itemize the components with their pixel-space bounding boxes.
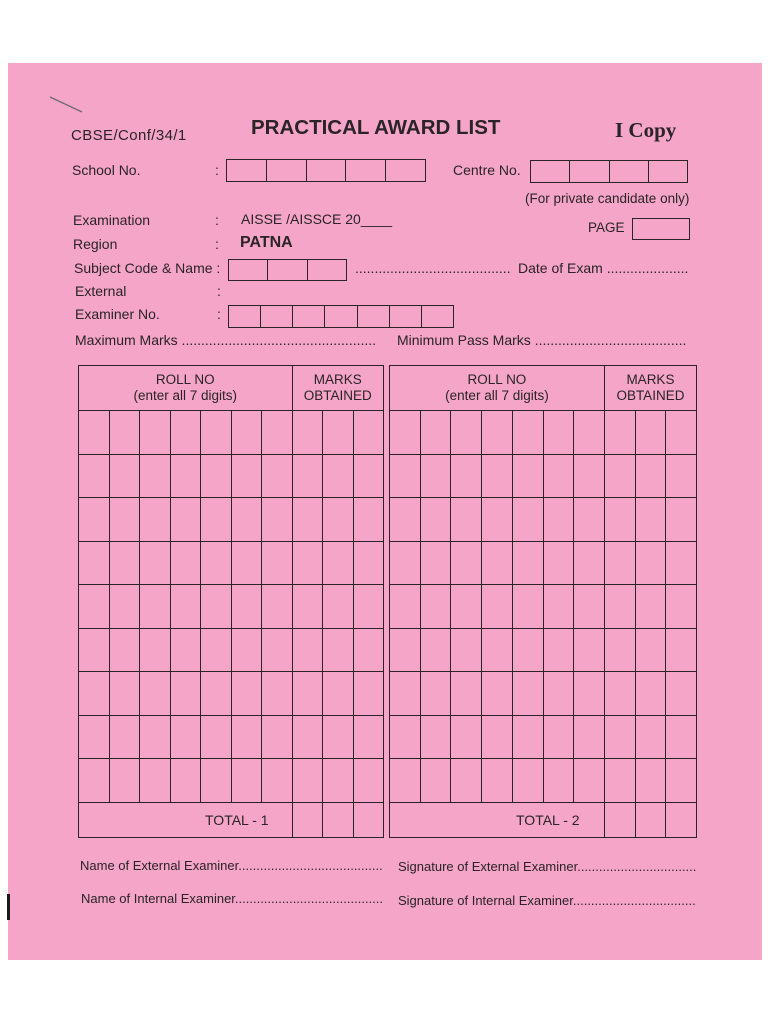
roll-no-digit-box [421,411,452,455]
roll-no-digit-box [390,585,421,629]
roll-no-digit-box [171,716,202,760]
school-no-digit-box [385,160,425,181]
roll-no-digit-box [79,455,110,499]
external-label: External [75,283,127,299]
roll-no-digit-box [390,411,421,455]
roll-no-digit-box [421,542,452,586]
school-no-label: School No. [72,162,141,178]
roll-no-digit-box [574,411,605,455]
roll-no-digit-box [513,716,544,760]
marks-digit-box [666,672,697,716]
roll-no-digit-box [110,759,141,803]
marks-digit-box [605,672,636,716]
roll-no-digit-box [110,672,141,716]
colon-separator: : [217,283,221,299]
roll-no-digit-box [482,411,513,455]
marks-digit-box [636,542,667,586]
roll-no-digit-box [451,629,482,673]
roll-no-digit-box [544,716,575,760]
maximum-marks-field: Maximum Marks .................................................. [75,332,377,348]
roll-no-digit-box [574,629,605,673]
marks-digit-box [605,498,636,542]
roll-no-digit-box [201,542,232,586]
marks-digit-box [323,629,354,673]
roll-no-digit-box [451,716,482,760]
roll-no-digit-box [201,716,232,760]
centre-no-digit-box [569,161,608,182]
roll-no-digit-box [262,542,293,586]
marks-digit-box [636,629,667,673]
roll-no-digit-box [482,672,513,716]
centre-no-note: (For private candidate only) [525,191,690,206]
marks-digit-box [666,629,697,673]
roll-no-digit-box [232,759,263,803]
marks-digit-box [293,585,324,629]
roll-no-digit-box [574,672,605,716]
total-marks-box [293,803,324,838]
internal-examiner-signature-line: Signature of Internal Examiner.................................. [398,893,696,908]
total-marks-box [354,803,385,838]
roll-no-digit-box [544,585,575,629]
roll-no-digit-box [421,716,452,760]
roll-no-digit-box [201,455,232,499]
roll-no-digit-box [544,672,575,716]
roll-no-digit-box [79,585,110,629]
marks-digit-box [605,716,636,760]
form-code: CBSE/Conf/34/1 [71,127,187,144]
roll-no-heading: ROLL NO [155,372,215,387]
roll-no-digit-box [262,716,293,760]
marks-digit-box [636,759,667,803]
marks-obtained-header [605,366,697,411]
roll-no-digit-box [421,585,452,629]
marks-digit-box [323,411,354,455]
roll-no-digit-box [79,716,110,760]
roll-no-digit-box [232,455,263,499]
roll-no-digit-box [451,455,482,499]
roll-no-digit-box [201,672,232,716]
roll-no-digit-box [171,411,202,455]
school-no-boxes [226,159,426,182]
marks-digit-box [636,411,667,455]
marks-digit-box [293,542,324,586]
roll-no-digit-box [513,759,544,803]
marks-digit-box [666,759,697,803]
examiner-no-label: Examiner No. [75,306,160,322]
roll-no-digit-box [482,542,513,586]
roll-no-digit-box [232,411,263,455]
roll-no-digit-box [232,716,263,760]
roll-no-instruction: (enter all 7 digits) [445,388,549,403]
centre-no-label: Centre No. [453,162,521,178]
centre-no-digit-box [609,161,648,182]
colon-separator: : [215,236,219,252]
obtained-heading: OBTAINED [616,388,685,403]
minimum-pass-marks-field: Minimum Pass Marks ....................................... [397,332,687,348]
obtained-heading: OBTAINED [303,388,372,403]
internal-examiner-name-line: Name of Internal Examiner......................................... [81,891,383,906]
marks-digit-box [636,672,667,716]
marks-digit-box [323,455,354,499]
examiner-no-digit-box [292,306,324,327]
subject-code-digit-box [229,260,267,280]
roll-no-digit-box [574,455,605,499]
roll-no-digit-box [140,542,171,586]
roll-no-digit-box [262,498,293,542]
marks-digit-box [605,542,636,586]
roll-no-instruction: (enter all 7 digits) [133,388,238,403]
roll-no-digit-box [79,411,110,455]
examination-value: AISSE /AISSCE 20____ [241,211,392,227]
total-label: TOTAL - 1 [205,812,269,828]
roll-no-digit-box [79,542,110,586]
roll-no-digit-box [544,629,575,673]
marks-digit-box [293,672,324,716]
roll-no-digit-box [140,716,171,760]
centre-no-boxes [530,160,688,183]
roll-no-digit-box [140,498,171,542]
marks-digit-box [666,716,697,760]
centre-no-digit-box [531,161,569,182]
scan-edge-mark [7,894,10,920]
roll-no-digit-box [171,629,202,673]
roll-no-digit-box [513,629,544,673]
subject-name-line: ........................................ [355,260,511,276]
roll-no-digit-box [421,672,452,716]
roll-no-digit-box [262,672,293,716]
marks-digit-box [354,411,385,455]
region-label: Region [73,236,118,252]
roll-no-digit-box [513,585,544,629]
roll-no-digit-box [140,585,171,629]
roll-no-digit-box [79,759,110,803]
roll-no-digit-box [232,585,263,629]
examiner-no-digit-box [421,306,453,327]
roll-no-digit-box [171,672,202,716]
marks-digit-box [605,759,636,803]
marks-digit-box [323,585,354,629]
roll-no-digit-box [574,498,605,542]
roll-no-digit-box [390,672,421,716]
marks-digit-box [293,411,324,455]
marks-obtained-header [293,366,385,411]
school-no-digit-box [266,160,306,181]
page-number-box [632,218,690,240]
roll-no-digit-box [232,629,263,673]
marks-digit-box [354,585,385,629]
roll-no-digit-box [451,498,482,542]
roll-no-digit-box [171,498,202,542]
marks-digit-box [605,629,636,673]
roll-no-digit-box [544,759,575,803]
examination-label: Examination [73,212,151,228]
marks-digit-box [666,498,697,542]
marks-digit-box [293,455,324,499]
marks-digit-box [354,759,385,803]
roll-no-digit-box [140,455,171,499]
marks-digit-box [666,542,697,586]
roll-no-digit-box [390,455,421,499]
marks-digit-box [354,455,385,499]
page-label: PAGE [588,220,625,235]
marks-digit-box [354,498,385,542]
marks-digit-box [354,716,385,760]
examiner-no-digit-box [357,306,389,327]
roll-no-digit-box [513,455,544,499]
marks-digit-box [354,542,385,586]
roll-no-digit-box [232,498,263,542]
external-examiner-name-line: Name of External Examiner........................................ [80,858,383,873]
roll-no-digit-box [451,542,482,586]
roll-no-digit-box [513,411,544,455]
examiner-no-digit-box [389,306,421,327]
roll-no-digit-box [390,542,421,586]
roll-no-digit-box [482,455,513,499]
roll-no-digit-box [421,629,452,673]
roll-no-digit-box [574,759,605,803]
marks-digit-box [293,759,324,803]
roll-no-digit-box [262,629,293,673]
pen-stroke-mark [48,95,84,115]
marks-digit-box [666,455,697,499]
marks-digit-box [666,585,697,629]
roll-no-digit-box [171,585,202,629]
school-no-digit-box [345,160,385,181]
marks-digit-box [323,759,354,803]
marks-digit-box [323,672,354,716]
roll-no-digit-box [574,585,605,629]
examiner-no-digit-box [324,306,356,327]
roll-no-digit-box [482,498,513,542]
page-number-digit-box [633,219,689,239]
roll-no-digit-box [140,629,171,673]
examiner-no-digit-box [229,306,260,327]
roll-no-digit-box [110,411,141,455]
roll-no-digit-box [482,629,513,673]
external-examiner-signature-line: Signature of External Examiner................................. [398,859,697,874]
marks-digit-box [293,629,324,673]
marks-digit-box [605,585,636,629]
roll-no-digit-box [110,455,141,499]
total-marks-box [323,803,354,838]
school-no-digit-box [306,160,346,181]
roll-no-digit-box [79,629,110,673]
marks-digit-box [323,498,354,542]
marks-digit-box [293,498,324,542]
roll-no-digit-box [544,542,575,586]
roll-no-digit-box [544,455,575,499]
roll-no-digit-box [513,672,544,716]
roll-no-digit-box [482,759,513,803]
marks-digit-box [354,672,385,716]
roll-no-digit-box [421,498,452,542]
roll-no-digit-box [110,629,141,673]
marks-digit-box [354,629,385,673]
roll-no-digit-box [201,759,232,803]
roll-no-digit-box [513,542,544,586]
roll-no-digit-box [390,759,421,803]
date-of-exam-field: Date of Exam ..................... [518,260,689,276]
marks-digit-box [323,716,354,760]
total-marks-box [666,803,697,838]
total-marks-box [636,803,667,838]
roll-no-digit-box [451,411,482,455]
page-title: PRACTICAL AWARD LIST [251,116,501,139]
subject-code-boxes [228,259,347,281]
roll-no-digit-box [79,672,110,716]
award-table-left [78,365,384,838]
roll-no-digit-box [110,542,141,586]
roll-no-digit-box [513,498,544,542]
roll-no-digit-box [171,759,202,803]
total-label: TOTAL - 2 [516,812,580,828]
marks-digit-box [605,455,636,499]
marks-digit-box [293,716,324,760]
roll-no-digit-box [201,498,232,542]
colon-separator: : [217,306,221,322]
roll-no-digit-box [262,759,293,803]
roll-no-header [79,366,293,411]
roll-no-digit-box [544,411,575,455]
marks-heading: MARKS [626,372,675,387]
marks-digit-box [636,455,667,499]
roll-no-digit-box [140,672,171,716]
marks-digit-box [605,411,636,455]
roll-no-digit-box [544,498,575,542]
roll-no-digit-box [232,672,263,716]
marks-digit-box [636,716,667,760]
roll-no-digit-box [201,629,232,673]
roll-no-digit-box [574,542,605,586]
roll-no-digit-box [574,716,605,760]
copy-label: I Copy [615,118,677,142]
roll-no-digit-box [232,542,263,586]
roll-no-digit-box [140,759,171,803]
roll-no-digit-box [390,629,421,673]
roll-no-digit-box [110,716,141,760]
roll-no-digit-box [262,411,293,455]
subject-code-digit-box [307,260,346,280]
roll-no-header [390,366,605,411]
roll-no-digit-box [421,759,452,803]
region-value: PATNA [240,234,293,251]
examiner-no-digit-box [260,306,292,327]
roll-no-heading: ROLL NO [467,372,527,387]
marks-digit-box [636,498,667,542]
roll-no-digit-box [482,716,513,760]
roll-no-digit-box [451,759,482,803]
roll-no-digit-box [79,498,110,542]
subject-code-digit-box [267,260,306,280]
marks-digit-box [666,411,697,455]
roll-no-digit-box [201,411,232,455]
roll-no-digit-box [451,672,482,716]
roll-no-digit-box [201,585,232,629]
award-table-right [389,365,697,838]
total-row-label [79,803,293,838]
roll-no-digit-box [421,455,452,499]
marks-digit-box [323,542,354,586]
roll-no-digit-box [262,585,293,629]
roll-no-digit-box [110,585,141,629]
examiner-no-boxes [228,305,454,328]
total-marks-box [605,803,636,838]
subject-code-name-label: Subject Code & Name : [74,260,221,276]
marks-digit-box [636,585,667,629]
roll-no-digit-box [262,455,293,499]
roll-no-digit-box [110,498,141,542]
roll-no-digit-box [171,542,202,586]
marks-heading: MARKS [313,372,362,387]
roll-no-digit-box [451,585,482,629]
roll-no-digit-box [390,716,421,760]
roll-no-digit-box [482,585,513,629]
colon-separator: : [215,212,219,228]
roll-no-digit-box [390,498,421,542]
roll-no-digit-box [171,455,202,499]
centre-no-digit-box [648,161,687,182]
total-row-label [390,803,605,838]
school-no-digit-box [227,160,266,181]
colon-separator: : [215,162,219,178]
roll-no-digit-box [140,411,171,455]
